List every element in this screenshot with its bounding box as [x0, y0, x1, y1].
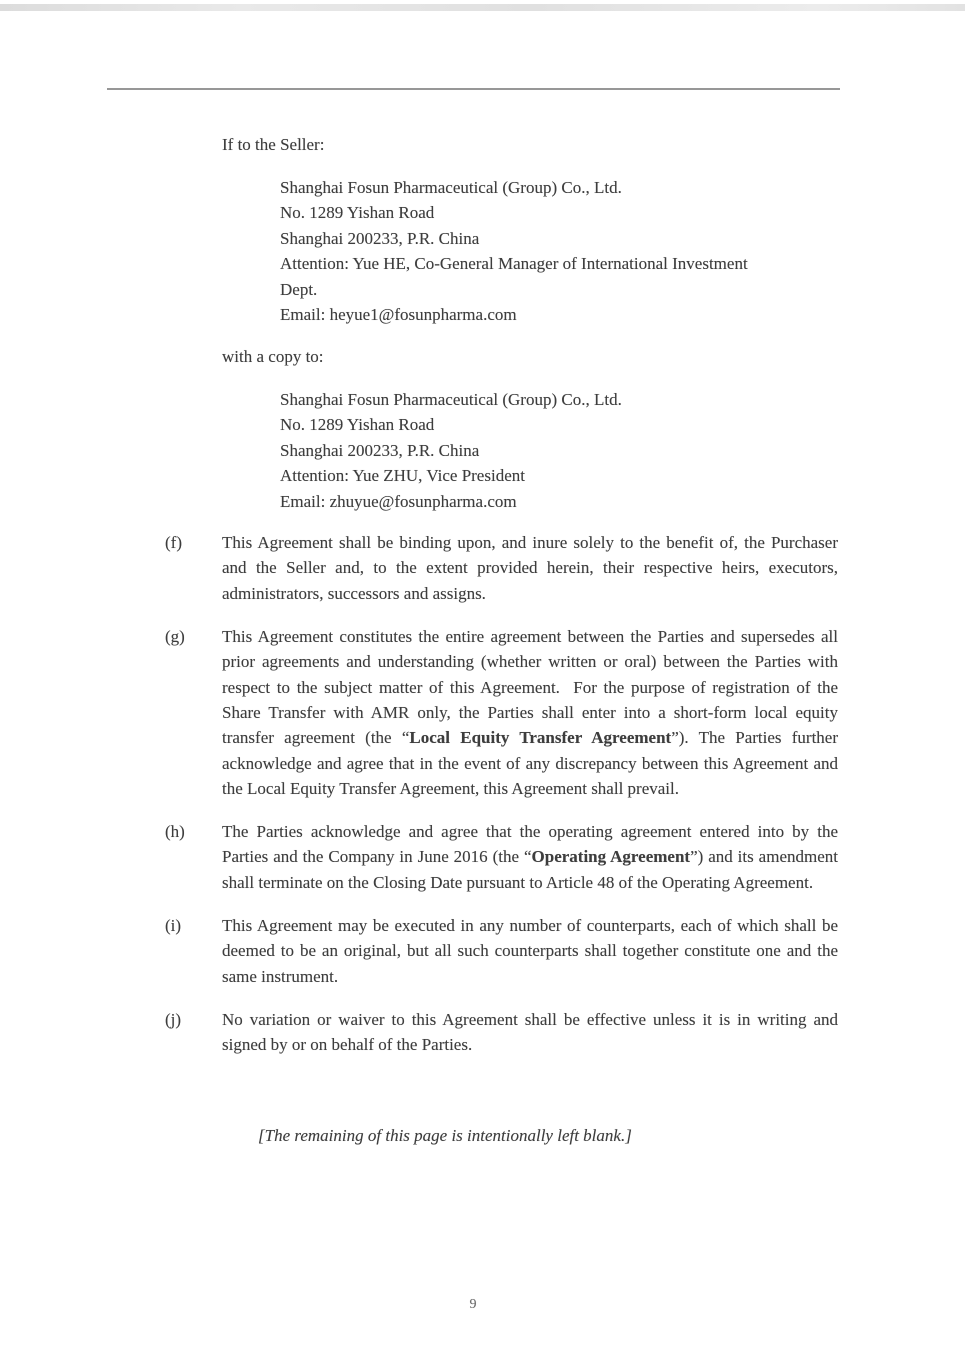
- address-line: No. 1289 Yishan Road: [280, 203, 435, 223]
- page-number: 9: [469, 1297, 477, 1312]
- address-line: Shanghai 200233, P.R. China: [280, 440, 480, 460]
- clause-label: (f): [165, 533, 182, 552]
- clause-label: (i): [165, 915, 182, 935]
- address-line: Shanghai Fosun Pharmaceutical (Group) Co., Ltd.: [280, 390, 622, 409]
- clause-list: [165, 530, 838, 1075]
- clause-text: The Parties acknowledge and agree that the operating agreement entered into by the Parties and the Company in June 2016 (the “Operating Agreement”) and its amendment shall terminate on the Closing Date pursuant to Article 48 of the Operating Agreement.: [222, 822, 838, 892]
- address-line: Attention: Yue ZHU, Vice President: [280, 466, 525, 486]
- clause-text: No variation or waiver to this Agreement shall be effective unless it is in writing and signed by or on behalf of the Parties.: [222, 1009, 838, 1054]
- address-line: No. 1289 Yishan Road: [280, 415, 435, 435]
- seller-address-block: [280, 175, 748, 327]
- address-line: Email: zhuyue@fosunpharma.com: [280, 491, 517, 511]
- clause: [165, 819, 838, 895]
- clause-label: (j): [165, 1009, 182, 1029]
- clause: [165, 913, 838, 989]
- clause-label: (g): [165, 626, 185, 646]
- copy-address-block: [280, 387, 622, 514]
- address-line: Shanghai Fosun Pharmaceutical (Group) Co., Ltd.: [280, 178, 622, 197]
- notice-seller-heading: If to the Seller:: [222, 135, 325, 154]
- clause: [165, 530, 838, 606]
- scan-artifact-bar: [0, 4, 965, 11]
- header-divider-rule: [107, 88, 840, 90]
- clause-text: This Agreement constitutes the entire agreement between the Parties and supersedes all prior agreements and understanding (whether written or oral) between the Parties with respect to the subject matter of this Agreement. For the purpose of registration of the Share Transfer with AMR only, the Parties shall enter into a short-form local equity transfer agreement (the “Local Equity Transfer Agreement”). The Parties further acknowledge and agree that in the event of any discrepancy between this Agreement and the Local Equity Transfer Agreement, this Agreement shall prevail.: [222, 626, 839, 799]
- clause: [165, 1007, 838, 1058]
- clause-text: This Agreement may be executed in any number of counterparts, each of which shall be deemed to be an original, but all such counterparts shall together constitute one and the same instrument.: [222, 915, 838, 986]
- address-line: Shanghai 200233, P.R. China: [280, 228, 480, 248]
- address-line: Dept.: [280, 279, 318, 299]
- intentionally-blank-note: [The remaining of this page is intentionally left blank.]: [258, 1126, 632, 1145]
- notice-copy-heading: with a copy to:: [222, 347, 324, 366]
- clause-label: (h): [165, 822, 185, 842]
- address-line: Email: heyue1@fosunpharma.com: [280, 305, 517, 325]
- address-line: Attention: Yue HE, Co-General Manager of International Investment: [280, 254, 748, 274]
- clause: [165, 624, 838, 802]
- clause-text: This Agreement shall be binding upon, and inure solely to the benefit of, the Purchaser and the Seller and, to the extent provided herein, their respective heirs, executors, administrators, successors and assigns.: [222, 533, 838, 603]
